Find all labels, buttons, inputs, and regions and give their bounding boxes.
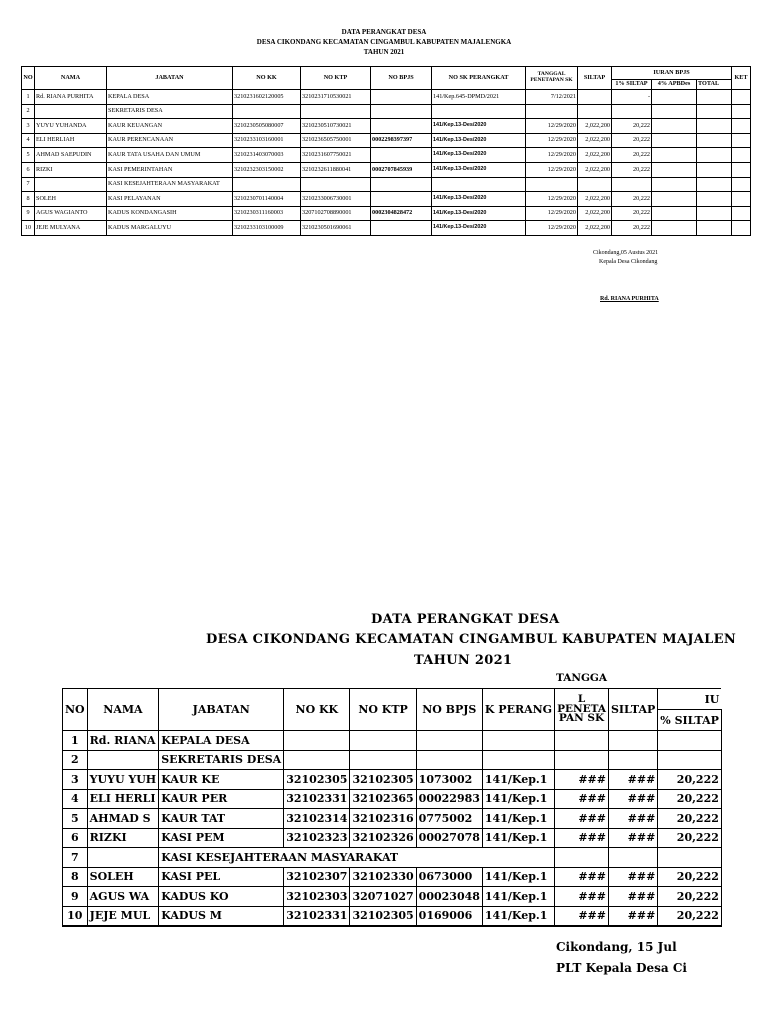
- cell-tanggal: [526, 177, 578, 192]
- cell-siltap: [578, 90, 612, 105]
- cell-jabatan: KADUS KO: [159, 887, 284, 907]
- cell-jabatan: KASI PELAYANAN: [107, 192, 233, 207]
- cell-nama: ELI HERLI: [87, 789, 159, 809]
- table-row: [63, 750, 722, 770]
- header-nama: NAMA: [35, 67, 107, 90]
- cell-jabatan: KEPALA DESA: [159, 731, 284, 751]
- cell-jabatan: SEKRETARIS DESA: [107, 104, 233, 119]
- cell-jabatan: KAUR KEUANGAN: [107, 119, 233, 134]
- cell-nama: Rd. RIANA PURHITA: [35, 90, 107, 105]
- cell-nokk: 3210233103100009: [233, 221, 301, 236]
- cell-ket: [732, 162, 751, 177]
- cell-siltap-1: [658, 750, 722, 770]
- big-header-iuran: IU: [658, 689, 722, 710]
- cell-siltap: 2,022,200: [578, 206, 612, 221]
- cell-nama: [87, 750, 159, 770]
- cell-no: 9: [63, 887, 88, 907]
- top-title-2: DESA CIKONDANG KECAMATAN CINGAMBUL KABUPATEN MAJALENGKA: [256, 38, 512, 46]
- cell-noktp: [350, 731, 416, 751]
- cell-nokk: [233, 104, 301, 119]
- table-row: [63, 867, 722, 887]
- big-header-siltap: SILTAP: [608, 689, 657, 731]
- cell-siltap-1: 20,222: [612, 206, 652, 221]
- cell-nosk: 141/Kep.1: [482, 809, 554, 829]
- cell-siltap: [608, 848, 657, 868]
- cell-siltap-1: 20,222: [658, 789, 722, 809]
- header-total: TOTAL: [697, 80, 732, 90]
- big-signature-role: PLT Kepala Desa Ci: [556, 961, 687, 975]
- table-row: [22, 119, 751, 134]
- cell-jabatan: KAUR PERENCANAAN: [107, 133, 233, 148]
- cell-nokk: 3210231403070003: [233, 148, 301, 163]
- cell-nosk: 141/Kep.13-Des/2020: [432, 192, 526, 207]
- cell-siltap-1: [612, 104, 652, 119]
- cell-no: 6: [63, 828, 88, 848]
- cell-nama: RIZKI: [35, 162, 107, 177]
- top-signature-role: Kepala Desa Cikondang: [599, 259, 658, 265]
- cell-noktp: [301, 177, 371, 192]
- big-signature-place: Cikondang, 15 Jul: [556, 940, 677, 954]
- cell-nosk: [482, 750, 554, 770]
- cell-nosk: [432, 104, 526, 119]
- cell-nobpjs: 0002304828472: [371, 206, 432, 221]
- big-header-row: [63, 689, 722, 710]
- big-header-nokk: NO KK: [284, 689, 350, 731]
- cell-nobpjs: [371, 177, 432, 192]
- cell-nokk: [284, 731, 350, 751]
- cell-tanggal: ###: [555, 867, 609, 887]
- big-title-1: DATA PERANGKAT DESA: [371, 612, 560, 627]
- table-row: [22, 221, 751, 236]
- cell-noktp: [350, 750, 416, 770]
- cell-noktp: 3210231710530021: [301, 90, 371, 105]
- big-header-siltap-1: % SILTAP: [658, 710, 722, 731]
- cell-ket: [732, 104, 751, 119]
- header-iuran: IURAN BPJS: [612, 67, 732, 80]
- cell-siltap-1: 20,222: [612, 148, 652, 163]
- cell-nosk: 141/Kep.1: [482, 789, 554, 809]
- cell-siltap: [578, 104, 612, 119]
- cell-nokk: 32102305: [284, 770, 350, 790]
- zoomed-sheet: [0, 600, 737, 1024]
- cell-nama: AHMAD SAEPUDIN: [35, 148, 107, 163]
- cell-siltap: 2,022,200: [578, 162, 612, 177]
- cell-tanggal: ###: [555, 887, 609, 907]
- cell-jabatan: KADUS M: [159, 906, 284, 926]
- cell-jabatan: SEKRETARIS DESA: [159, 750, 284, 770]
- cell-nama: YUYU YUH: [87, 770, 159, 790]
- cell-tanggal: 12/29/2020: [526, 119, 578, 134]
- cell-apbdes: [652, 90, 697, 105]
- cell-nokk: 3210233103160001: [233, 133, 301, 148]
- header-nokk: NO KK: [233, 67, 301, 90]
- cell-nosk: 141/Kep.1: [482, 828, 554, 848]
- big-header-no: NO: [63, 689, 88, 731]
- header-noktp: NO KTP: [301, 67, 371, 90]
- cell-nama: SOLEH: [35, 192, 107, 207]
- cell-total: [697, 148, 732, 163]
- cell-siltap: ###: [608, 828, 657, 848]
- cell-nokk: 3210230701140004: [233, 192, 301, 207]
- cell-nobpjs: 00027078: [416, 828, 482, 848]
- big-data-table: [62, 672, 722, 927]
- cell-jabatan: KASI PEL: [159, 867, 284, 887]
- cell-ket: [732, 133, 751, 148]
- cell-nama: JEJE MUL: [87, 906, 159, 926]
- cell-no: 8: [22, 192, 35, 207]
- cell-ket: [732, 90, 751, 105]
- cell-noktp: 3210230510730021: [301, 119, 371, 134]
- cell-nama: [87, 848, 159, 868]
- cell-nosk: 141/Kep.13-Des/2020: [432, 148, 526, 163]
- big-header-nosk: K PERANG: [482, 689, 554, 731]
- cell-siltap-1: 20,222: [658, 906, 722, 926]
- big-title-2: DESA CIKONDANG KECAMATAN CINGAMBUL KABUPATEN MAJALEN: [206, 632, 737, 647]
- header-ket: KET: [732, 67, 751, 90]
- cell-ket: [732, 119, 751, 134]
- cell-total: [697, 221, 732, 236]
- table-row: [22, 90, 751, 105]
- cell-siltap-1: 20,222: [658, 867, 722, 887]
- cell-ket: [732, 221, 751, 236]
- cell-no: 1: [63, 731, 88, 751]
- cell-nobpjs: [371, 119, 432, 134]
- cell-nosk: 141/Kep.1: [482, 770, 554, 790]
- cell-nokk: 32102331: [284, 789, 350, 809]
- cell-siltap: [608, 731, 657, 751]
- cell-nosk: 141/Kep.13-Des/2020: [432, 133, 526, 148]
- cell-noktp: [301, 104, 371, 119]
- cell-nobpjs: 0775002: [416, 809, 482, 829]
- big-title-3: TAHUN 2021: [414, 653, 513, 668]
- table-row: [63, 770, 722, 790]
- cell-nobpjs: 0002707845939: [371, 162, 432, 177]
- header-nosk: NO SK PERANGKAT: [432, 67, 526, 90]
- cell-nobpjs: [371, 90, 432, 105]
- table-row: [22, 177, 751, 192]
- cell-nosk: 141/Kep.13-Des/2020: [432, 119, 526, 134]
- cell-apbdes: [652, 206, 697, 221]
- cell-total: [697, 162, 732, 177]
- cell-siltap: ###: [608, 887, 657, 907]
- cell-siltap: ###: [608, 867, 657, 887]
- cell-total: [697, 104, 732, 119]
- cell-nokk: 32102303: [284, 887, 350, 907]
- cell-siltap-1: 20,222: [612, 119, 652, 134]
- cell-no: 8: [63, 867, 88, 887]
- cell-nobpjs: [371, 104, 432, 119]
- cell-jabatan: KEPALA DESA: [107, 90, 233, 105]
- cell-no: 2: [22, 104, 35, 119]
- cell-ket: [732, 206, 751, 221]
- cell-nobpjs: [416, 750, 482, 770]
- cell-no: 5: [22, 148, 35, 163]
- cell-nama: AHMAD S: [87, 809, 159, 829]
- cell-nama: Rd. RIANA: [87, 731, 159, 751]
- cell-no: 7: [22, 177, 35, 192]
- big-header-tanggal-2: L: [577, 692, 586, 705]
- cell-nokk: 3210230311160003: [233, 206, 301, 221]
- cell-noktp: 32102326: [350, 828, 416, 848]
- cell-noktp: 3210236505750001: [301, 133, 371, 148]
- top-header-row: [22, 67, 751, 80]
- table-row: [22, 148, 751, 163]
- cell-siltap-1: 20,222: [612, 162, 652, 177]
- cell-nosk: 141/Kep.13-Des/2020: [432, 162, 526, 177]
- cell-nama: [35, 177, 107, 192]
- cell-noktp: 3210232611880041: [301, 162, 371, 177]
- cell-siltap: 2,022,200: [578, 148, 612, 163]
- header-apbdes: 4% APBDes: [652, 80, 697, 90]
- cell-nokk: 32102323: [284, 828, 350, 848]
- cell-tanggal: [526, 104, 578, 119]
- cell-nama: SOLEH: [87, 867, 159, 887]
- cell-tanggal: 12/29/2020: [526, 133, 578, 148]
- cell-siltap-1: 20,222: [658, 887, 722, 907]
- cell-jabatan: KADUS KONDANGASIH: [107, 206, 233, 221]
- cell-jabatan: KASI KESEJAHTERAAN MASYARAKAT: [107, 177, 233, 192]
- table-row: [22, 133, 751, 148]
- cell-apbdes: [652, 119, 697, 134]
- cell-ket: [732, 192, 751, 207]
- cell-siltap: 2,022,200: [578, 192, 612, 207]
- cell-siltap-1: 20,222: [612, 192, 652, 207]
- cell-nama: [35, 104, 107, 119]
- cell-apbdes: [652, 177, 697, 192]
- cell-no: 3: [22, 119, 35, 134]
- big-header-nobpjs: NO BPJS: [416, 689, 482, 731]
- table-row: [63, 789, 722, 809]
- cell-nobpjs: [371, 192, 432, 207]
- cell-nosk: 141/Kep.1: [482, 906, 554, 926]
- cell-nama: AGUS WA: [87, 887, 159, 907]
- big-header-jabatan: JABATAN: [159, 689, 284, 731]
- cell-nokk: 3210232303150002: [233, 162, 301, 177]
- cell-nama: JEJE MULYANA: [35, 221, 107, 236]
- cell-nosk: 141/Kep.645-DPMD/2021: [432, 90, 526, 105]
- top-signature-place: Cikondang,05 Austus 2021: [593, 250, 659, 256]
- cell-jabatan: KAUR TAT: [159, 809, 284, 829]
- cell-jabatan: KASI PEM: [159, 828, 284, 848]
- table-row: [22, 206, 751, 221]
- cell-jabatan: KASI PEMERINTAHAN: [107, 162, 233, 177]
- top-signature-name: Rd. RIANA PURHITA: [600, 296, 659, 302]
- cell-nosk: 141/Kep.1: [482, 867, 554, 887]
- top-data-table: [21, 66, 751, 236]
- cell-noktp: 3210233006730001: [301, 192, 371, 207]
- table-row: [22, 104, 751, 119]
- header-siltap: SILTAP: [578, 67, 612, 90]
- cell-ket: [732, 148, 751, 163]
- cell-apbdes: [652, 192, 697, 207]
- header-no: NO: [22, 67, 35, 90]
- cell-tanggal: ###: [555, 809, 609, 829]
- cell-nokk: 32102307: [284, 867, 350, 887]
- cell-siltap-1: [658, 731, 722, 751]
- cell-apbdes: [652, 104, 697, 119]
- top-title-3: TAHUN 2021: [363, 48, 405, 56]
- cell-nosk: 141/Kep.1: [482, 887, 554, 907]
- cell-nokk: 3210230505080007: [233, 119, 301, 134]
- cell-siltap: ###: [608, 770, 657, 790]
- cell-noktp: 32102305: [350, 770, 416, 790]
- cell-siltap: [608, 750, 657, 770]
- cell-nokk: [284, 750, 350, 770]
- cell-siltap-1: 20,222: [658, 828, 722, 848]
- cell-tanggal: [555, 731, 609, 751]
- table-row: [63, 887, 722, 907]
- cell-no: 3: [63, 770, 88, 790]
- cell-no: 10: [63, 906, 88, 926]
- cell-total: [697, 119, 732, 134]
- cell-siltap: ###: [608, 809, 657, 829]
- cell-tanggal: ###: [555, 789, 609, 809]
- cell-no: 2: [63, 750, 88, 770]
- cell-noktp: 32102305: [350, 906, 416, 926]
- cell-noktp: 32102330: [350, 867, 416, 887]
- header-tanggal: TANGGAL PENETAPAN SK: [526, 67, 578, 90]
- cell-nobpjs: 0002298397397: [371, 133, 432, 148]
- cell-no: 7: [63, 848, 88, 868]
- cell-jabatan: KADUS MARGALUYU: [107, 221, 233, 236]
- cell-siltap: 2,022,200: [578, 221, 612, 236]
- cell-jabatan: KASI KESEJAHTERAAN MASYARAKAT: [159, 848, 555, 868]
- cell-siltap: 2,022,200: [578, 133, 612, 148]
- cell-noktp: 3210231607750021: [301, 148, 371, 163]
- cell-siltap-1: 20,222: [658, 809, 722, 829]
- cell-no: 4: [63, 789, 88, 809]
- cell-no: 1: [22, 90, 35, 105]
- header-nobpjs: NO BPJS: [371, 67, 432, 90]
- cell-apbdes: [652, 221, 697, 236]
- cell-total: [697, 133, 732, 148]
- cell-nosk: [432, 177, 526, 192]
- cell-nobpjs: [371, 221, 432, 236]
- cell-nokk: 32102331: [284, 906, 350, 926]
- table-row: [22, 192, 751, 207]
- cell-apbdes: [652, 162, 697, 177]
- cell-siltap: [578, 177, 612, 192]
- cell-noktp: 3210230501690061: [301, 221, 371, 236]
- cell-noktp: 32071027: [350, 887, 416, 907]
- cell-nobpjs: [371, 148, 432, 163]
- cell-tanggal: [555, 848, 609, 868]
- cell-tanggal: 12/29/2020: [526, 192, 578, 207]
- cell-ket: [732, 177, 751, 192]
- cell-nobpjs: 0673000: [416, 867, 482, 887]
- cell-noktp: 3207102708890001: [301, 206, 371, 221]
- cell-nama: ELI HERLIAH: [35, 133, 107, 148]
- table-row: [63, 731, 722, 751]
- cell-tanggal: 12/29/2020: [526, 206, 578, 221]
- header-siltap-1: 1% SILTAP: [612, 80, 652, 90]
- cell-siltap: ###: [608, 789, 657, 809]
- cell-nosk: [482, 731, 554, 751]
- cell-apbdes: [652, 133, 697, 148]
- cell-siltap-1: -: [612, 90, 652, 105]
- cell-siltap-1: [658, 848, 722, 868]
- cell-nobpjs: [416, 731, 482, 751]
- cell-tanggal: 12/29/2020: [526, 148, 578, 163]
- top-title-1: DATA PERANGKAT DESA: [341, 28, 427, 36]
- cell-nokk: 32102314: [284, 809, 350, 829]
- cell-jabatan: KAUR PER: [159, 789, 284, 809]
- cell-siltap: 2,022,200: [578, 119, 612, 134]
- cell-siltap: ###: [608, 906, 657, 926]
- cell-nobpjs: 00022983: [416, 789, 482, 809]
- cell-nokk: [233, 177, 301, 192]
- cell-no: 5: [63, 809, 88, 829]
- table-row: [63, 848, 722, 868]
- cell-noktp: 32102365: [350, 789, 416, 809]
- table-row: [63, 906, 722, 926]
- big-header-tanggal-4: PAN SK: [558, 712, 605, 725]
- big-header-nama: NAMA: [87, 689, 159, 731]
- cell-tanggal: ###: [555, 828, 609, 848]
- cell-nosk: 141/Kep.13-Des/2020: [432, 206, 526, 221]
- cell-nobpjs: 0169006: [416, 906, 482, 926]
- big-header-tanggal: [555, 672, 609, 731]
- cell-nosk: 141/Kep.13-Des/2020: [432, 221, 526, 236]
- cell-tanggal: ###: [555, 770, 609, 790]
- cell-jabatan: KAUR KE: [159, 770, 284, 790]
- cell-total: [697, 192, 732, 207]
- cell-nama: YUYU YUHANDA: [35, 119, 107, 134]
- table-row: [22, 162, 751, 177]
- cell-tanggal: 12/29/2020: [526, 162, 578, 177]
- cell-tanggal: ###: [555, 906, 609, 926]
- big-header-tanggal-1: TANGGA: [555, 672, 608, 684]
- cell-apbdes: [652, 148, 697, 163]
- cell-no: 9: [22, 206, 35, 221]
- cell-no: 10: [22, 221, 35, 236]
- cell-tanggal: [555, 750, 609, 770]
- cell-siltap-1: 20,222: [612, 133, 652, 148]
- cell-nobpjs: 00023048: [416, 887, 482, 907]
- cell-noktp: 32102316: [350, 809, 416, 829]
- big-header-tanggal-3: PENETA: [557, 702, 606, 715]
- cell-jabatan: KAUR TATA USAHA DAN UMUM: [107, 148, 233, 163]
- cell-nama: RIZKI: [87, 828, 159, 848]
- table-row: [63, 809, 722, 829]
- cell-tanggal: 7/12/2021: [526, 90, 578, 105]
- cell-tanggal: 12/29/2020: [526, 221, 578, 236]
- cell-siltap-1: [612, 177, 652, 192]
- cell-total: [697, 90, 732, 105]
- cell-nobpjs: 1073002: [416, 770, 482, 790]
- cell-siltap-1: 20,222: [612, 221, 652, 236]
- cell-siltap-1: 20,222: [658, 770, 722, 790]
- cell-no: 6: [22, 162, 35, 177]
- cell-no: 4: [22, 133, 35, 148]
- cell-nokk: 3210231602120005: [233, 90, 301, 105]
- top-sheet: [0, 0, 768, 320]
- cell-total: [697, 206, 732, 221]
- header-jabatan: JABATAN: [107, 67, 233, 90]
- cell-total: [697, 177, 732, 192]
- big-header-noktp: NO KTP: [350, 689, 416, 731]
- cell-nama: AGUS WAGIANTO: [35, 206, 107, 221]
- table-row: [63, 828, 722, 848]
